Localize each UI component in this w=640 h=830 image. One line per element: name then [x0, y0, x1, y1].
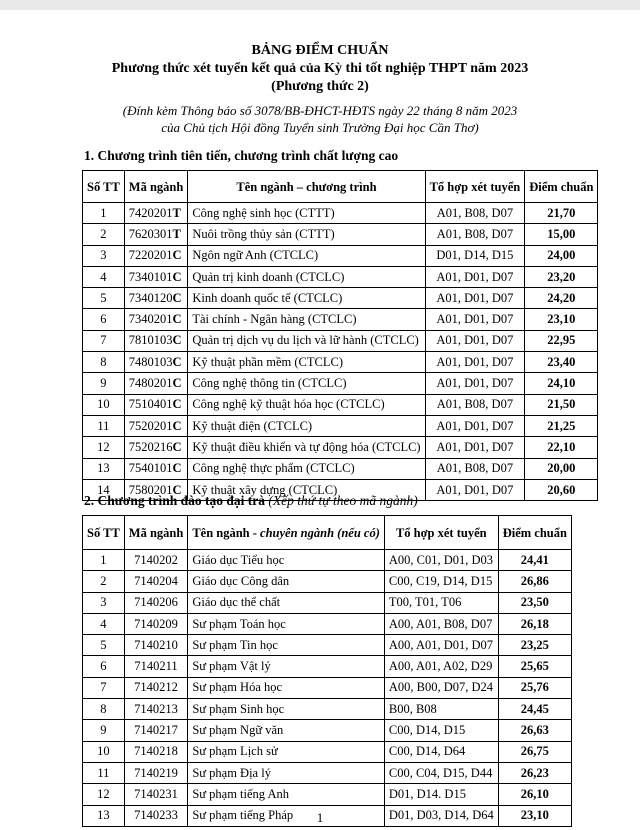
- row-code-suffix: C: [172, 418, 182, 433]
- row-code-number: 7220201: [128, 248, 173, 263]
- table-row: [83, 635, 572, 656]
- row-stt: 9: [83, 720, 125, 741]
- row-code-suffix: C: [172, 248, 182, 263]
- row-score: 26,18: [498, 613, 571, 634]
- row-code: 7140210: [124, 635, 188, 656]
- row-name: Công nghệ sinh học (CTTT): [188, 203, 425, 224]
- reference-note: [0, 102, 640, 136]
- row-code: 7140213: [124, 699, 188, 720]
- row-name: Giáo dục Công dân: [188, 571, 385, 592]
- row-name: Kỹ thuật điều khiển và tự động hóa (CTCLC): [188, 437, 425, 458]
- reference-note-line2: của Chủ tịch Hội đồng Tuyển sinh Trường Đại học Cần Thơ): [161, 120, 479, 135]
- row-stt: 9: [83, 373, 125, 394]
- row-score: 23,50: [498, 592, 571, 613]
- row-name: Quản trị kinh doanh (CTCLC): [188, 266, 425, 287]
- row-stt: 13: [83, 458, 125, 479]
- row-code-suffix: C: [172, 439, 182, 454]
- row-name: Sư phạm Sinh học: [188, 699, 385, 720]
- table-row: [83, 762, 572, 783]
- row-name: Sư phạm Ngữ văn: [188, 720, 385, 741]
- section2-table: [82, 515, 572, 827]
- row-stt: 1: [83, 203, 125, 224]
- table-row: [83, 741, 572, 762]
- row-combo: A00, A01, A02, D29: [384, 656, 498, 677]
- row-combo: C00, D14, D64: [384, 741, 498, 762]
- table-row: [83, 784, 572, 805]
- row-name: Nuôi trồng thủy sản (CTTT): [188, 224, 425, 245]
- row-code: [124, 245, 188, 266]
- row-score: 23,20: [525, 266, 598, 287]
- row-stt: 2: [83, 224, 125, 245]
- row-name: Công nghệ kỹ thuật hóa học (CTCLC): [188, 394, 425, 415]
- row-score: 26,23: [498, 762, 571, 783]
- row-code-number: 7340120: [128, 290, 173, 305]
- row-name: Quản trị dịch vụ du lịch và lữ hành (CTCLC): [188, 330, 425, 351]
- section2-heading-note: (Xếp thứ tự theo mã ngành): [268, 493, 418, 508]
- row-name: Sư phạm Lịch sử: [188, 741, 385, 762]
- row-combo: A01, D01, D07: [425, 309, 525, 330]
- row-code-number: 7420201: [128, 205, 173, 220]
- col-header-code: Mã ngành: [124, 516, 188, 550]
- row-score: 21,70: [525, 203, 598, 224]
- admission-method: (Phương thức 2): [271, 79, 369, 94]
- row-combo: A01, D01, D07: [425, 288, 525, 309]
- table-row: [83, 699, 572, 720]
- row-code-suffix: C: [172, 461, 182, 476]
- row-score: 20,60: [525, 479, 598, 500]
- row-name: Công nghệ thực phẩm (CTCLC): [188, 458, 425, 479]
- col-header-name-main: Tên ngành -: [192, 525, 261, 540]
- row-code-suffix: C: [172, 397, 182, 412]
- row-code: 7140202: [124, 550, 188, 571]
- table-row: [83, 571, 572, 592]
- table-row: [83, 245, 598, 266]
- row-code-number: 7340201: [128, 312, 173, 327]
- row-score: 23,10: [525, 309, 598, 330]
- row-combo: A01, D01, D07: [425, 266, 525, 287]
- row-stt: 1: [83, 550, 125, 571]
- row-stt: 6: [83, 656, 125, 677]
- row-stt: 4: [83, 613, 125, 634]
- row-name: Sư phạm Toán học: [188, 613, 385, 634]
- row-combo: D01, D03, D14, D64: [384, 805, 498, 826]
- col-header-score: Điểm chuẩn: [498, 516, 571, 550]
- table-row: [83, 550, 572, 571]
- row-name: Ngôn ngữ Anh (CTCLC): [188, 245, 425, 266]
- row-code-number: 7540101: [128, 461, 173, 476]
- row-stt: 10: [83, 394, 125, 415]
- table-row: [83, 309, 598, 330]
- row-code-number: 7480103: [128, 354, 173, 369]
- row-stt: 8: [83, 352, 125, 373]
- row-score: 24,41: [498, 550, 571, 571]
- col-header-code: Mã ngành: [124, 171, 188, 203]
- table-row: [83, 288, 598, 309]
- section1-table: [82, 170, 598, 501]
- row-code: [124, 394, 188, 415]
- row-score: 24,00: [525, 245, 598, 266]
- table-row: [83, 592, 572, 613]
- section1-heading: 1. Chương trình tiên tiến, chương trình chất lượng cao: [84, 148, 399, 163]
- row-combo: B00, B08: [384, 699, 498, 720]
- row-code-number: 7480201: [128, 376, 173, 391]
- row-combo: A01, D01, D07: [425, 437, 525, 458]
- row-name: Công nghệ thông tin (CTCLC): [188, 373, 425, 394]
- row-code: [124, 266, 188, 287]
- row-stt: 10: [83, 741, 125, 762]
- row-stt: 3: [83, 245, 125, 266]
- section1-table-body: [83, 203, 598, 501]
- row-name: Kỹ thuật điện (CTCLC): [188, 415, 425, 436]
- table-row: [83, 656, 572, 677]
- row-combo: A01, D01, D07: [425, 330, 525, 351]
- row-score: 26,63: [498, 720, 571, 741]
- row-combo: A01, B08, D07: [425, 224, 525, 245]
- row-combo: A01, D01, D07: [425, 373, 525, 394]
- row-stt: 2: [83, 571, 125, 592]
- row-stt: 8: [83, 699, 125, 720]
- row-combo: A00, C01, D01, D03: [384, 550, 498, 571]
- row-stt: 3: [83, 592, 125, 613]
- table-row: [83, 224, 598, 245]
- table-row: [83, 415, 598, 436]
- row-code: 7140212: [124, 677, 188, 698]
- row-code: [124, 458, 188, 479]
- reference-note-line1: (Đính kèm Thông báo số 3078/BB-ĐHCT-HĐTS ngày 22 tháng 8 năm 2023: [122, 103, 518, 118]
- table-row: [83, 613, 572, 634]
- row-score: 25,76: [498, 677, 571, 698]
- row-code-suffix: C: [172, 482, 182, 497]
- row-code: [124, 415, 188, 436]
- row-code: [124, 288, 188, 309]
- document-header: [0, 42, 640, 136]
- row-combo: A00, A01, B08, D07: [384, 613, 498, 634]
- row-code: [124, 203, 188, 224]
- row-code: 7140217: [124, 720, 188, 741]
- row-name: Sư phạm Vật lý: [188, 656, 385, 677]
- row-code-number: 7810103: [128, 333, 173, 348]
- row-code: [124, 330, 188, 351]
- row-code-number: 7510401: [128, 397, 173, 412]
- row-stt: 14: [83, 479, 125, 500]
- row-stt: 12: [83, 437, 125, 458]
- row-name: Kỹ thuật xây dựng (CTCLC): [188, 479, 425, 500]
- row-name: Giáo dục Tiểu học: [188, 550, 385, 571]
- row-score: 15,00: [525, 224, 598, 245]
- row-code: 7140209: [124, 613, 188, 634]
- row-score: 24,10: [525, 373, 598, 394]
- row-combo: D01, D14. D15: [384, 784, 498, 805]
- row-code-suffix: C: [172, 354, 182, 369]
- section2-heading-text: 2. Chương trình đào tạo đại trà: [84, 493, 265, 508]
- section2-table-body: [83, 550, 572, 827]
- row-code-suffix: T: [172, 205, 181, 220]
- row-combo: A01, D01, D07: [425, 479, 525, 500]
- col-header-combo: Tổ hợp xét tuyển: [425, 171, 525, 203]
- row-stt: 6: [83, 309, 125, 330]
- col-header-score: Điểm chuẩn: [525, 171, 598, 203]
- row-combo: C00, D14, D15: [384, 720, 498, 741]
- row-score: 21,50: [525, 394, 598, 415]
- row-score: 22,10: [525, 437, 598, 458]
- row-code-suffix: C: [172, 376, 182, 391]
- table-row: [83, 437, 598, 458]
- row-name: Sư phạm Địa lý: [188, 762, 385, 783]
- row-stt: 11: [83, 415, 125, 436]
- row-name: Sư phạm Hóa học: [188, 677, 385, 698]
- row-combo: A00, A01, D01, D07: [384, 635, 498, 656]
- row-code: [124, 224, 188, 245]
- row-code: 7140204: [124, 571, 188, 592]
- row-combo: A00, B00, D07, D24: [384, 677, 498, 698]
- col-header-stt: Số TT: [83, 516, 125, 550]
- row-code-suffix: C: [172, 333, 182, 348]
- row-code-suffix: C: [172, 312, 182, 327]
- row-code-number: 7620301: [128, 226, 173, 241]
- row-score: 26,10: [498, 784, 571, 805]
- row-name: Kinh doanh quốc tế (CTCLC): [188, 288, 425, 309]
- row-stt: 12: [83, 784, 125, 805]
- row-name: Giáo dục thể chất: [188, 592, 385, 613]
- row-name: Sư phạm tiếng Anh: [188, 784, 385, 805]
- row-code: 7140231: [124, 784, 188, 805]
- row-combo: A01, B08, D07: [425, 203, 525, 224]
- row-stt: 5: [83, 288, 125, 309]
- row-combo: C00, C19, D14, D15: [384, 571, 498, 592]
- col-header-name-italic: chuyên ngành (nếu có): [260, 525, 380, 540]
- row-name: Tài chính - Ngân hàng (CTCLC): [188, 309, 425, 330]
- row-score: 20,00: [525, 458, 598, 479]
- row-code-number: 7340101: [128, 269, 173, 284]
- row-combo: D01, D14, D15: [425, 245, 525, 266]
- row-name: Sư phạm tiếng Pháp: [188, 805, 385, 826]
- top-bar: [0, 0, 640, 10]
- row-code: [124, 352, 188, 373]
- row-score: 26,75: [498, 741, 571, 762]
- table-row: [83, 720, 572, 741]
- row-name: Sư phạm Tin học: [188, 635, 385, 656]
- row-combo: A01, B08, D07: [425, 458, 525, 479]
- row-code-number: 7580201: [128, 482, 173, 497]
- row-code-suffix: C: [172, 290, 182, 305]
- col-header-name: Tên ngành – chương trình: [188, 171, 425, 203]
- row-stt: 7: [83, 330, 125, 351]
- row-name: Kỹ thuật phần mềm (CTCLC): [188, 352, 425, 373]
- row-combo: C00, C04, D15, D44: [384, 762, 498, 783]
- row-combo: A01, B08, D07: [425, 394, 525, 415]
- row-score: 25,65: [498, 656, 571, 677]
- row-code: 7140219: [124, 762, 188, 783]
- row-stt: 13: [83, 805, 125, 826]
- row-stt: 4: [83, 266, 125, 287]
- row-score: 23,40: [525, 352, 598, 373]
- col-header-combo: Tổ hợp xét tuyển: [384, 516, 498, 550]
- row-combo: A01, D01, D07: [425, 352, 525, 373]
- row-combo: T00, T01, T06: [384, 592, 498, 613]
- col-header-name: [188, 516, 385, 550]
- row-score: 24,45: [498, 699, 571, 720]
- row-score: 21,25: [525, 415, 598, 436]
- table-row: [83, 266, 598, 287]
- row-code: 7140206: [124, 592, 188, 613]
- row-score: 24,20: [525, 288, 598, 309]
- row-code-suffix: C: [172, 269, 182, 284]
- row-code: [124, 373, 188, 394]
- row-code-number: 7520201: [128, 418, 173, 433]
- table-row: [83, 677, 572, 698]
- row-code: 7140233: [124, 805, 188, 826]
- row-stt: 11: [83, 762, 125, 783]
- table-row: [83, 330, 598, 351]
- table-row: [83, 352, 598, 373]
- document-title: BẢNG ĐIỂM CHUẨN: [251, 43, 389, 58]
- row-code: [124, 309, 188, 330]
- row-code: 7140211: [124, 656, 188, 677]
- col-header-stt: Số TT: [83, 171, 125, 203]
- table-row: [83, 458, 598, 479]
- row-code: 7140218: [124, 741, 188, 762]
- row-code: [124, 437, 188, 458]
- document-subtitle: Phương thức xét tuyển kết quả của Kỳ thi tốt nghiệp THPT năm 2023: [111, 61, 529, 76]
- page-number: 1: [316, 810, 324, 825]
- table-row: [83, 373, 598, 394]
- row-score: 26,86: [498, 571, 571, 592]
- row-stt: 7: [83, 677, 125, 698]
- row-score: 23,25: [498, 635, 571, 656]
- row-score: 23,10: [498, 805, 571, 826]
- table-row: [83, 394, 598, 415]
- section2-heading: [84, 493, 418, 509]
- table-row: [83, 203, 598, 224]
- row-code-suffix: T: [172, 226, 181, 241]
- row-score: 22,95: [525, 330, 598, 351]
- row-combo: A01, D01, D07: [425, 415, 525, 436]
- row-code-number: 7520216: [128, 439, 173, 454]
- row-stt: 5: [83, 635, 125, 656]
